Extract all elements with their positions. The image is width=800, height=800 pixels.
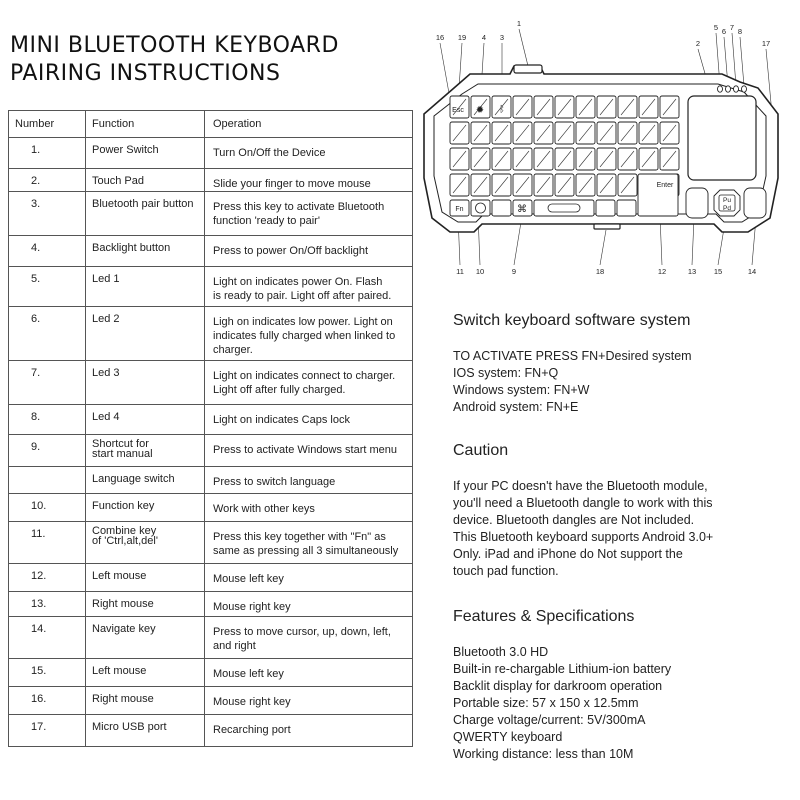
pu-key-label: Pu (723, 197, 731, 204)
table-row (9, 467, 413, 494)
function-line: Navigate key (92, 623, 156, 635)
callout-label: 3 (499, 33, 505, 42)
row-number: 4. (9, 236, 86, 267)
table-body (9, 138, 413, 747)
text-line: Only. iPad and iPhone do Not support the (453, 547, 683, 561)
callout-label: 15 (713, 267, 723, 276)
row-number: 12. (9, 564, 86, 592)
text-line: device. Bluetooth dangles are Not included. (453, 513, 695, 527)
operation-line: Ligh on indicates low power. Light on (213, 316, 393, 328)
table-row (9, 715, 413, 747)
row-function (86, 467, 205, 494)
start-menu-icon: ⌘ (517, 204, 527, 215)
row-number: 2. (9, 169, 86, 192)
row-operation (205, 617, 413, 659)
operation-line: Press this key to activate Bluetooth (213, 201, 385, 213)
row-function (86, 267, 205, 307)
function-line: Bluetooth pair button (92, 198, 194, 210)
function-line: Left mouse (92, 570, 147, 582)
row-function (86, 617, 205, 659)
operation-line: Press this key together with "Fn" as (213, 531, 386, 543)
pd-key-label: Pd (723, 205, 731, 212)
function-line: of 'Ctrl,alt,del' (92, 535, 158, 547)
function-line: Shortcut for (92, 438, 149, 450)
callout-line (740, 37, 744, 86)
operation-line: function 'ready to pair' (213, 215, 320, 227)
row-operation (205, 138, 413, 169)
operation-line: Light off after fully charged. (213, 384, 346, 396)
row-number: 5. (9, 267, 86, 307)
table-row (9, 687, 413, 715)
row-operation (205, 236, 413, 267)
row-number: 16. (9, 687, 86, 715)
row-number: 13. (9, 592, 86, 617)
text-line: Backlit display for darkroom operation (453, 679, 663, 693)
callout-line (692, 218, 694, 265)
operation-line: Light on indicates power On. Flash (213, 276, 383, 288)
backlight-icon: ✹ (475, 105, 485, 116)
features-heading: Features & Specifications (453, 608, 635, 625)
function-line: Led 2 (92, 313, 120, 325)
power-switch (514, 65, 542, 73)
row-operation (205, 361, 413, 405)
row-function (86, 405, 205, 435)
instructions-table (8, 110, 413, 747)
row-operation (205, 405, 413, 435)
micro-usb-port (594, 224, 620, 229)
row-number: 1. (9, 138, 86, 169)
function-line: Right mouse (92, 693, 154, 705)
function-line: Backlight button (92, 242, 171, 254)
operation-line: Work with other keys (213, 503, 315, 515)
function-line: Left mouse (92, 665, 147, 677)
row-function (86, 494, 205, 522)
table-row (9, 659, 413, 687)
bluetooth-icon: ᛒ (499, 105, 505, 115)
row-operation (205, 307, 413, 361)
row-operation (205, 435, 413, 467)
function-line: Function key (92, 500, 155, 512)
callout-label: 13 (687, 267, 697, 276)
function-line: Power Switch (92, 144, 159, 156)
text-line: This Bluetooth keyboard supports Android 3.0+ (453, 530, 714, 544)
function-line: Led 4 (92, 411, 120, 423)
led-indicator (718, 86, 723, 92)
spacebar (534, 200, 594, 216)
row-number: 11. (9, 522, 86, 564)
esc-key-label: Esc (452, 107, 464, 114)
operation-line: Recarching port (213, 724, 291, 736)
row-number: 15. (9, 659, 86, 687)
row-function (86, 592, 205, 617)
touch-pad (688, 96, 756, 180)
row-number: 3. (9, 192, 86, 236)
header-operation: Operation (205, 111, 413, 138)
operation-line: charger. (213, 344, 253, 356)
row-function (86, 435, 205, 467)
row-number (9, 467, 86, 494)
keyboard-diagram (422, 18, 792, 288)
features-text (453, 644, 783, 763)
function-line: start manual (92, 448, 153, 460)
table-header-row (9, 111, 413, 138)
text-line: you'll need a Bluetooth dangle to work with this (453, 496, 713, 510)
caution-section (453, 442, 783, 580)
callout-line (600, 230, 606, 265)
row-operation (205, 564, 413, 592)
text-line: IOS system: FN+Q (453, 366, 559, 380)
table-row (9, 169, 413, 192)
function-line: Led 3 (92, 367, 120, 379)
row-number: 17. (9, 715, 86, 747)
row-operation (205, 659, 413, 687)
caution-heading: Caution (453, 442, 509, 459)
function-line: Combine key (92, 525, 157, 537)
callout-label: 8 (737, 27, 743, 36)
table-row (9, 592, 413, 617)
row-function (86, 564, 205, 592)
text-line: QWERTY keyboard (453, 730, 563, 744)
row-number: 9. (9, 435, 86, 467)
software-heading: Switch keyboard software system (453, 312, 691, 329)
led-indicator (734, 86, 739, 92)
table-row (9, 405, 413, 435)
table-row (9, 494, 413, 522)
callout-label: 2 (695, 39, 701, 48)
operation-line: and right (213, 640, 256, 652)
row-function (86, 659, 205, 687)
operation-line: Mouse right key (213, 601, 291, 613)
software-section (453, 312, 783, 416)
table-row (9, 617, 413, 659)
page-title (10, 32, 339, 88)
row-operation (205, 267, 413, 307)
title-line-2: PAIRING INSTRUCTIONS (10, 61, 281, 86)
row-function (86, 138, 205, 169)
text-line: Charge voltage/current: 5V/300mA (453, 713, 646, 727)
callout-label: 14 (747, 267, 757, 276)
row-operation (205, 522, 413, 564)
callout-label: 9 (511, 267, 517, 276)
operation-line: Mouse left key (213, 668, 284, 680)
table-row (9, 192, 413, 236)
left-mouse-button (686, 188, 708, 218)
row-number: 8. (9, 405, 86, 435)
callout-label: 1 (516, 19, 522, 28)
table-row (9, 564, 413, 592)
callout-label: 11 (456, 267, 464, 276)
row-operation (205, 169, 413, 192)
function-line: Led 1 (92, 273, 120, 285)
row-operation (205, 687, 413, 715)
row-function (86, 192, 205, 236)
right-mouse-button (744, 188, 766, 218)
callout-label: 19 (457, 33, 467, 42)
row-function (86, 307, 205, 361)
callout-label: 17 (761, 39, 771, 48)
text-line: If your PC doesn't have the Bluetooth module, (453, 479, 708, 493)
operation-line: Mouse left key (213, 573, 284, 585)
row-operation (205, 715, 413, 747)
text-line: Working distance: less than 10M (453, 747, 634, 761)
table-row (9, 522, 413, 564)
header-number: Number (9, 111, 86, 138)
row-number: 14. (9, 617, 86, 659)
operation-line: same as pressing all 3 simultaneously (213, 545, 399, 557)
row-operation (205, 192, 413, 236)
row-number: 6. (9, 307, 86, 361)
enter-key (638, 174, 678, 216)
operation-line: Light on indicates Caps lock (213, 414, 350, 426)
operation-line: Press to activate Windows start menu (213, 444, 398, 456)
operation-line: Light on indicates connect to charger. (213, 370, 396, 382)
row-function (86, 687, 205, 715)
operation-line: Slide your finger to move mouse (213, 178, 371, 190)
row-number: 7. (9, 361, 86, 405)
table-row (9, 267, 413, 307)
row-operation (205, 494, 413, 522)
table-row (9, 435, 413, 467)
features-section (453, 608, 783, 763)
table-row (9, 236, 413, 267)
row-function (86, 169, 205, 192)
operation-line: Press to move cursor, up, down, left, (213, 626, 391, 638)
text-line: Windows system: FN+W (453, 383, 590, 397)
callout-label: 5 (713, 23, 719, 32)
table-row (9, 361, 413, 405)
callout-label: 12 (657, 267, 667, 276)
callout-label: 6 (721, 27, 727, 36)
function-line: Touch Pad (92, 175, 144, 187)
operation-line: Press to switch language (213, 476, 336, 488)
caution-text (453, 478, 783, 580)
callout-label: 18 (595, 267, 605, 276)
table-row (9, 138, 413, 169)
text-line: Portable size: 57 x 150 x 12.5mm (453, 696, 639, 710)
enter-key-label: Enter (656, 182, 674, 189)
function-line: Language switch (92, 473, 175, 485)
title-line-1: MINI BLUETOOTH KEYBOARD (10, 33, 339, 58)
row-operation (205, 467, 413, 494)
text-line: TO ACTIVATE PRESS FN+Desired system (453, 349, 692, 363)
key (617, 200, 636, 216)
led-indicator (726, 86, 731, 92)
callout-label: 10 (475, 267, 485, 276)
key (596, 200, 615, 216)
text-line: Built-in re-chargable Lithium-ion battery (453, 662, 672, 676)
callout-label: 16 (435, 33, 445, 42)
row-function (86, 236, 205, 267)
text-line: Bluetooth 3.0 HD (453, 645, 549, 659)
text-line: Android system: FN+E (453, 400, 579, 414)
operation-line: Press to power On/Off backlight (213, 245, 369, 257)
operation-line: indicates fully charged when linked to (213, 330, 396, 342)
table-row (9, 307, 413, 361)
header-function: Function (86, 111, 205, 138)
text-line: touch pad function. (453, 564, 559, 578)
software-text (453, 348, 783, 416)
led-indicator (742, 86, 747, 92)
function-line: Right mouse (92, 598, 154, 610)
row-operation (205, 592, 413, 617)
start-key (492, 200, 511, 216)
callout-label: 7 (729, 23, 735, 32)
row-function (86, 361, 205, 405)
function-line: Micro USB port (92, 721, 167, 733)
callout-line (519, 29, 528, 66)
fn-key-label: Fn (455, 206, 464, 213)
operation-line: Mouse right key (213, 696, 291, 708)
row-function (86, 522, 205, 564)
operation-line: Turn On/Off the Device (213, 147, 326, 159)
callout-label: 4 (481, 33, 487, 42)
row-number: 10. (9, 494, 86, 522)
row-function (86, 715, 205, 747)
operation-line: is ready to pair. Light off after paired. (213, 290, 392, 302)
language-key (471, 200, 490, 216)
